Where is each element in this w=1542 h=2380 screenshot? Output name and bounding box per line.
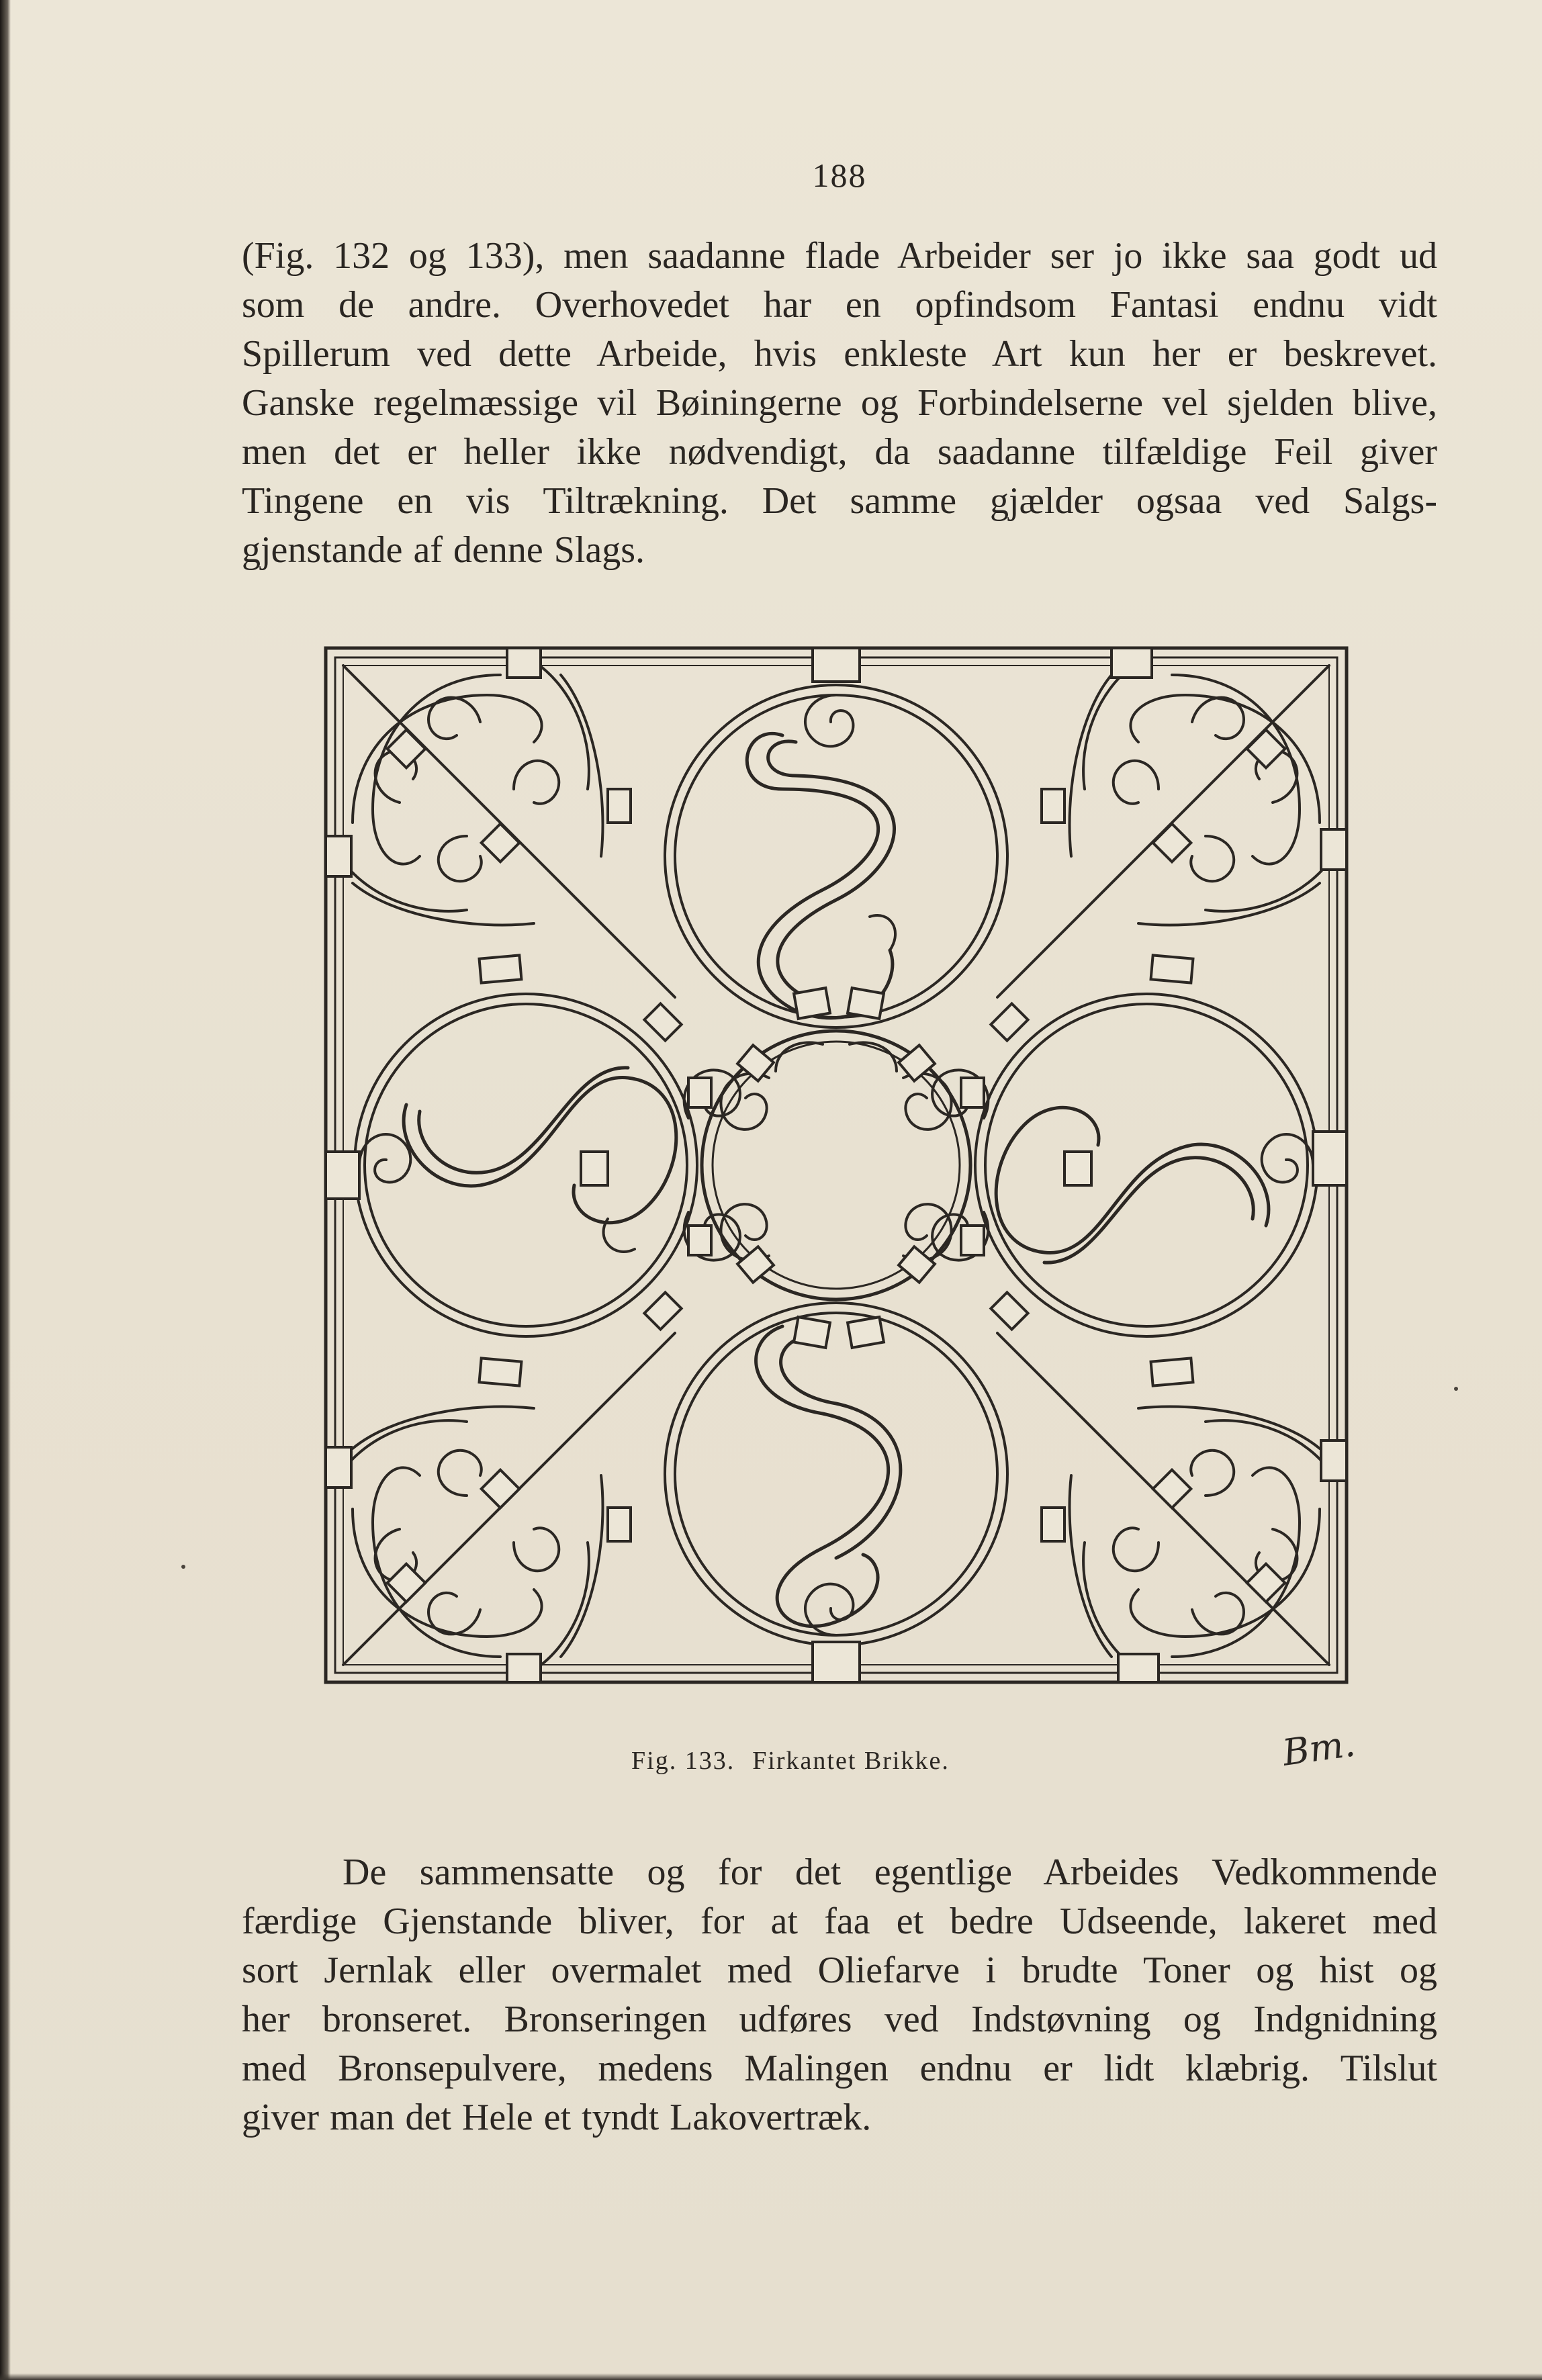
paragraph-1-line: gjenstande af denne Slags. bbox=[242, 529, 645, 571]
paragraph-2-line: færdige Gjenstande bliver, for at faa et bedre Udseende, lakeret med bbox=[242, 1901, 1437, 1942]
print-speck bbox=[181, 1565, 185, 1569]
paragraph-2 bbox=[242, 1848, 1437, 2142]
paragraph-1-line: Spillerum ved dette Arbeide, hvis enkleste Art kun her er beskrevet. bbox=[242, 333, 1437, 375]
paragraph-1-line: Tingene en vis Tiltrækning. Det samme gjælder ogsaa ved Salgs- bbox=[242, 480, 1437, 522]
figure-title: Firkantet Brikke. bbox=[752, 1747, 950, 1775]
paragraph-2-line: giver man det Hele et tyndt Lakovertræk. bbox=[242, 2097, 872, 2138]
page-bottom-shadow bbox=[0, 2373, 1542, 2380]
paragraph-1-line: (Fig. 132 og 133), men saadanne flade Arbeider ser jo ikke saa godt ud bbox=[242, 235, 1437, 277]
paragraph-2-line: De sammensatte og for det egentlige Arbeides Vedkommende bbox=[343, 1851, 1437, 1893]
ironwork-illustration bbox=[312, 635, 1360, 1697]
signature-text: Bm. bbox=[1279, 1722, 1358, 1774]
square-grille-drawing bbox=[312, 635, 1360, 1697]
paragraph-2-line: sort Jernlak eller overmalet med Oliefarve i brudte Toner og hist og bbox=[242, 1950, 1437, 1991]
print-speck bbox=[1454, 1387, 1458, 1391]
page-number: 188 bbox=[812, 156, 867, 194]
paragraph-1-line: Ganske regelmæssige vil Bøiningerne og Forbindelserne vel sjelden blive, bbox=[242, 382, 1437, 424]
artist-signature bbox=[1276, 1719, 1377, 1780]
paragraph-2-line: her bronseret. Bronseringen udføres ved Indstøvning og Indgnidning bbox=[242, 1999, 1437, 2040]
paragraph-1 bbox=[242, 232, 1437, 575]
page-edge-shadow bbox=[0, 0, 11, 2380]
paragraph-1-line: som de andre. Overhovedet har en opfindsom Fantasi endnu vidt bbox=[242, 284, 1437, 326]
figure-number: Fig. 133. bbox=[631, 1747, 735, 1775]
paragraph-1-line: men det er heller ikke nødvendigt, da saadanne tilfældige Feil giver bbox=[242, 431, 1437, 473]
paragraph-2-line: med Bronsepulvere, medens Malingen endnu er lidt klæbrig. Tilslut bbox=[242, 2048, 1437, 2089]
figure-caption bbox=[631, 1746, 1101, 1776]
